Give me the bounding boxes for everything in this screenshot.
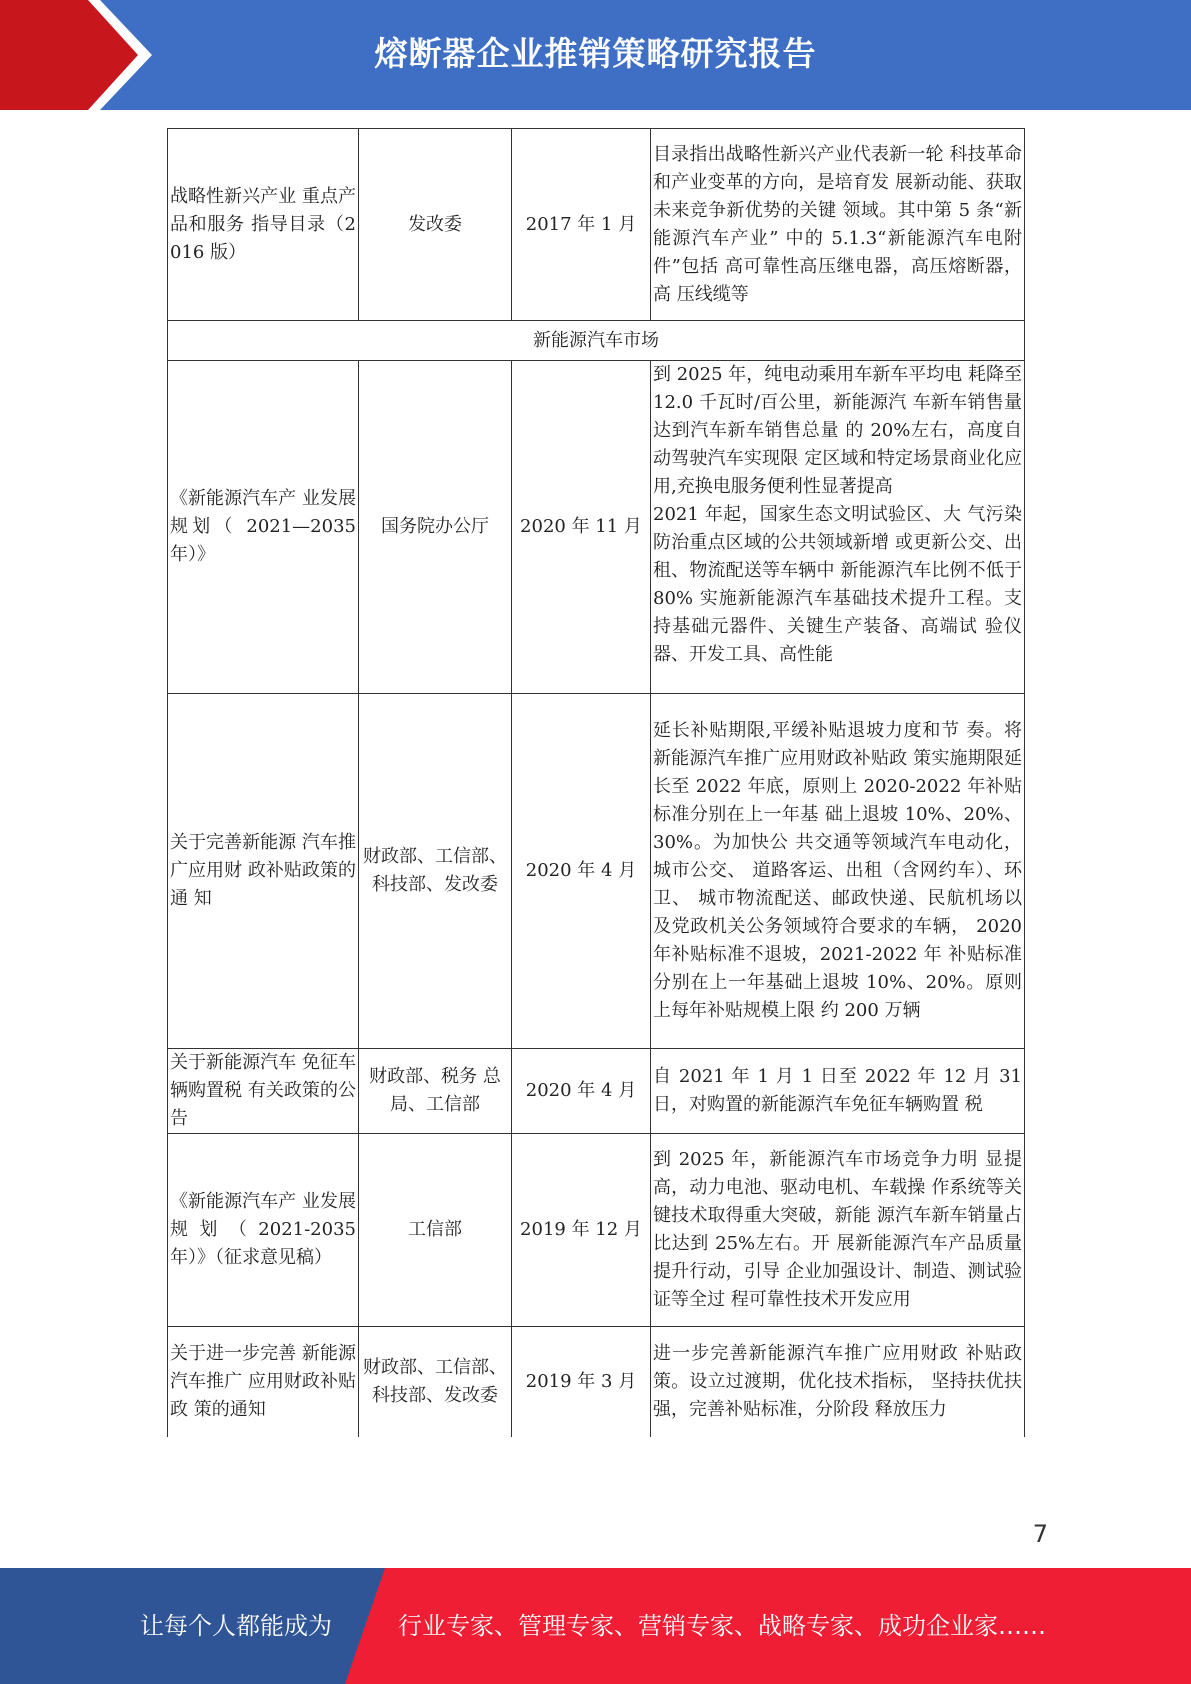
content-cell <box>651 361 1025 694</box>
section-row <box>168 321 1025 361</box>
policy-name-cell: 关于进一步完善 新能源汽车推广 应用财政补贴政 策的通知 <box>168 1327 359 1437</box>
policy-name-cell: 《新能源汽车产 业发展规划（ 2021—2035 年）》 <box>168 361 359 694</box>
date-cell: 2020 年 4 月 <box>512 694 651 1049</box>
agency-cell: 发改委 <box>359 129 512 321</box>
policy-name-cell: 关于完善新能源 汽车推广应用财 政补贴政策的通 知 <box>168 694 359 1049</box>
table-row <box>168 1327 1025 1437</box>
agency-cell: 财政部、税务 总局、工信部 <box>359 1049 512 1134</box>
page-footer <box>0 1568 1191 1684</box>
document-title: 熔断器企业推销策略研究报告 <box>374 34 817 73</box>
table-row <box>168 1134 1025 1327</box>
agency-cell: 工信部 <box>359 1134 512 1327</box>
content-cell: 到 2025 年，新能源汽车市场竞争力明 显提高，动力电池、驱动电机、车载操 作系统等关键技术取得重大突破，新能 源汽车新车销量占比达到 25%左右。开 展新能源汽车产品质量提升行动，引导 企业加强设计、制造、测试验证等全过 程可靠性技术开发应用 <box>651 1134 1025 1327</box>
agency-cell: 财政部、工信部、科技部、发改委 <box>359 1327 512 1437</box>
section-heading: 新能源汽车市场 <box>168 321 1025 361</box>
footer-slogan-right: 行业专家、管理专家、营销专家、战略专家、成功企业家…… <box>398 1612 1046 1640</box>
table-row <box>168 361 1025 694</box>
table-row <box>168 1049 1025 1134</box>
content-paragraph: 2021 年起，国家生态文明试验区、大 气污染防治重点区域的公共领域新增 或更新公交、出租、物流配送等车辆中 新能源汽车比例不低于 80% 实施新能源汽车基础技术提升工程。支 持基础元器件、关键生产装备、高端试 验仪器、开发工具、高性能 <box>653 504 1022 665</box>
content-cell: 目录指出战略性新兴产业代表新一轮 科技革命和产业变革的方向，是培育发 展新动能、获取未来竞争新优势的关键 领域。其中第 5 条“新能源汽车产业” 中的 5.1.3“新能源汽车电附件”包括 高可靠性高压继电器，高压熔断器，高 压线缆等 <box>651 129 1025 321</box>
footer-slogan-left: 让每个人都能成为 <box>140 1612 332 1640</box>
agency-cell: 国务院办公厅 <box>359 361 512 694</box>
policy-name-cell: 关于新能源汽车 免征车辆购置税 有关政策的公告 <box>168 1049 359 1134</box>
page-header <box>0 0 1191 110</box>
date-cell: 2020 年 11 月 <box>512 361 651 694</box>
policy-name-cell: 《新能源汽车产 业发展规划（2021-2035 年）》（征求意见稿） <box>168 1134 359 1327</box>
content-cell: 进一步完善新能源汽车推广应用财政 补贴政策。设立过渡期，优化技术指标， 坚持扶优扶强，完善补贴标准，分阶段 释放压力 <box>651 1327 1025 1437</box>
date-cell: 2020 年 4 月 <box>512 1049 651 1134</box>
agency-cell: 财政部、工信部、科技部、发改委 <box>359 694 512 1049</box>
page-number: 7 <box>1032 1520 1048 1548</box>
date-cell: 2019 年 3 月 <box>512 1327 651 1437</box>
content-cell: 延长补贴期限,平缓补贴退坡力度和节 奏。将新能源汽车推广应用财政补贴政 策实施期限延长至 2022 年底，原则上 2020-2022 年补贴标准分别在上一年基 础上退坡 10%、20%、30%。为加快公 共交通等领域汽车电动化，城市公交、 道路客运、出租（含网约车）、环卫、 城市物流配送、邮政快递、民航机场以 及党政机关公务领域符合要求的车辆， 2020 年补贴标准不退坡，2021-2022 年 补贴标准分别在上一年基础上退坡 10%、20%。原则上每年补贴规模上限 约 200 万辆 <box>651 694 1025 1049</box>
content-paragraph: 到 2025 年，纯电动乘用车新车平均电 耗降至 12.0 千瓦时/百公里，新能源汽 车新车销售量达到汽车新车销售总量 的 20%左右，高度自动驾驶汽车实现限 定区域和特定场景商业化应用,充换电服务便利性显著提高 <box>653 364 1022 497</box>
policy-name-cell: 战略性新兴产业 重点产品和服务 指导目录（2016 版） <box>168 129 359 321</box>
policy-table <box>167 128 1025 1437</box>
date-cell: 2019 年 12 月 <box>512 1134 651 1327</box>
table-row <box>168 129 1025 321</box>
table-row <box>168 694 1025 1049</box>
content-cell: 自 2021 年 1 月 1 日至 2022 年 12 月 31 日，对购置的新能源汽车免征车辆购置 税 <box>651 1049 1025 1134</box>
date-cell: 2017 年 1 月 <box>512 129 651 321</box>
